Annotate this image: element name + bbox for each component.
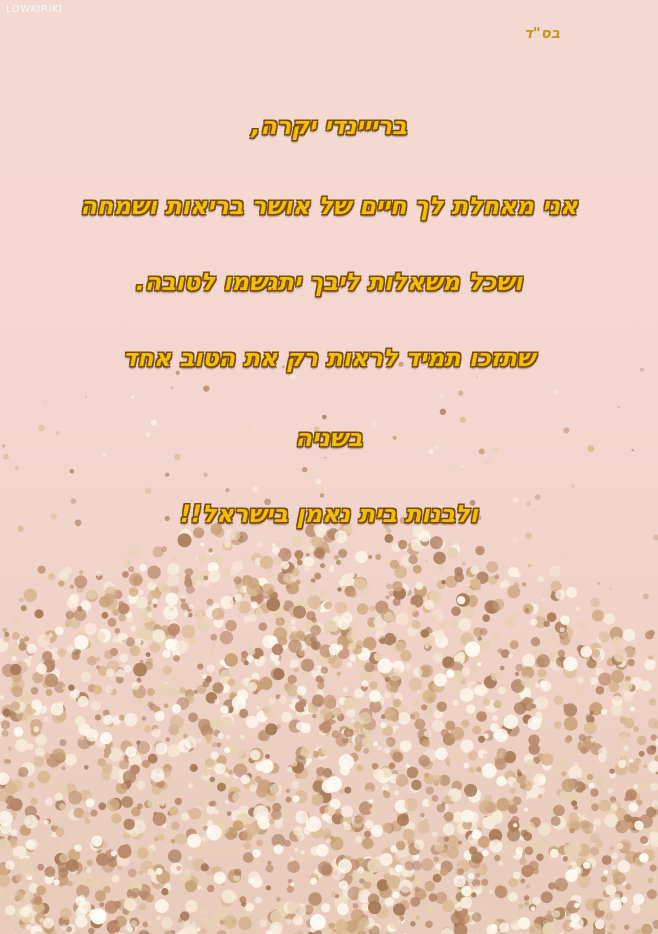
- greeting-line-5: בשניה: [295, 424, 363, 452]
- greeting-line-1: ברייינדי יקרה,: [251, 112, 407, 140]
- greeting-line-2: אני מאחלת לך חיים של אושר בריאות ושמחה: [80, 192, 578, 220]
- watermark: LOWKIRIKI: [6, 4, 63, 15]
- bsd-header: בס"ד: [524, 24, 560, 42]
- greeting-line-4: שתזכו תמיד לראות רק את הטוב אחד: [123, 344, 535, 372]
- greeting-line-6: ולבנות בית נאמן בישראל!!: [179, 500, 479, 528]
- greeting-line-3: ושכל משאלות ליבך יתגשמו לטובה.: [135, 268, 523, 296]
